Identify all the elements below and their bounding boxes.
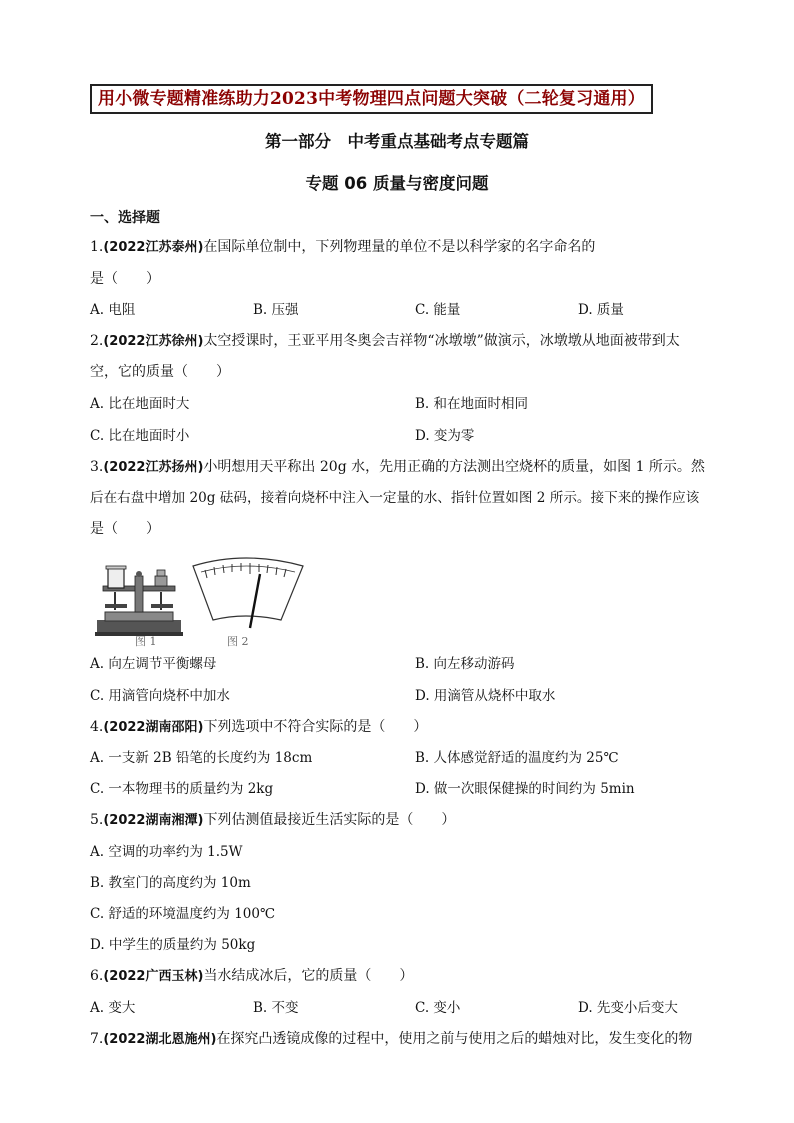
q4-option-a: A. 一支新 2B 铅笔的长度约为 18cm [90, 750, 313, 766]
question-2-cont: 空，它的质量（ ） [90, 364, 230, 380]
q4-option-c: C. 一本物理书的质量约为 2kg [90, 781, 274, 797]
q6-option-a: A. 变大 [90, 1000, 136, 1016]
question-2 [90, 331, 710, 352]
question-text: 太空授课时，王亚平用冬奥会吉祥物“冰墩墩”做演示，冰墩墩从地面被带到太 [203, 333, 680, 349]
question-text: 在探究凸透镜成像的过程中，使用之前与使用之后的蜡烛对比，发生变化的物 [216, 1031, 693, 1047]
q2-option-a: A. 比在地面时大 [90, 396, 190, 412]
q5-option-d: D. 中学生的质量约为 50kg [90, 937, 256, 953]
question-source: (2022江苏泰州) [103, 240, 204, 255]
q6-option-b: B. 不变 [253, 1000, 299, 1016]
question-5 [90, 810, 710, 831]
q2-option-b: B. 和在地面时相同 [415, 396, 529, 412]
part-title: 第一部分 中考重点基础考点专题篇 [265, 132, 529, 151]
question-number: 2. [90, 333, 104, 349]
question-3 [90, 457, 710, 478]
question-text: 下列选项中不符合实际的是（ ） [203, 719, 428, 735]
question-1 [90, 237, 710, 258]
question-source: (2022江苏扬州) [103, 460, 204, 475]
q3-option-b: B. 向左移动游码 [415, 656, 515, 672]
q5-option-b: B. 教室门的高度约为 10m [90, 875, 251, 891]
question-3-cont: 后在右盘中增加 20g 砝码，接着向烧杯中注入一定量的水、指针位置如图 2 所示。接下来的操作应该 [90, 490, 700, 506]
section-title: 一、选择题 [90, 210, 160, 226]
question-number: 3. [90, 459, 104, 475]
q1-option-b: B. 压强 [253, 302, 299, 318]
q5-option-c: C. 舒适的环境温度约为 100℃ [90, 906, 276, 922]
question-number: 1. [90, 239, 104, 255]
question-number: 4. [90, 719, 104, 735]
question-6 [90, 966, 710, 987]
question-text: 当水结成冰后，它的质量（ ） [203, 968, 414, 984]
q2-option-c: C. 比在地面时小 [90, 428, 190, 444]
q3-option-d: D. 用滴管从烧杯中取水 [415, 688, 556, 704]
question-text: 小明想用天平称出 20g 水，先用正确的方法测出空烧杯的质量，如图 1 所示。然 [203, 459, 705, 475]
q4-option-b: B. 人体感觉舒适的温度约为 25℃ [415, 750, 619, 766]
q5-option-a: A. 空调的功率约为 1.5W [90, 844, 243, 860]
question-text: 在国际单位制中，下列物理量的单位不是以科学家的名字命名的 [203, 239, 596, 255]
balance-figure [95, 552, 310, 647]
q1-option-c: C. 能量 [415, 302, 461, 318]
header-banner: 用小微专题精准练助力2023中考物理四点问题大突破（二轮复习通用） [90, 84, 653, 114]
question-number: 6. [90, 968, 104, 984]
figure-2-label: 图 2 [227, 635, 249, 647]
question-4 [90, 717, 710, 738]
q2-option-d: D. 变为零 [415, 428, 475, 444]
question-source: (2022湖北恩施州) [103, 1032, 217, 1047]
question-3-cont-2: 是（ ） [90, 521, 160, 537]
balance-scale-illustration [95, 566, 183, 636]
q4-option-d: D. 做一次眼保健操的时间约为 5min [415, 781, 635, 797]
question-1-cont: 是（ ） [90, 271, 160, 287]
question-source: (2022江苏徐州) [103, 334, 204, 349]
question-text: 下列估测值最接近生活实际的是（ ） [203, 812, 456, 828]
q3-option-c: C. 用滴管向烧杯中加水 [90, 688, 230, 704]
question-source: (2022湖南湘潭) [103, 813, 204, 828]
figure-1-label: 图 1 [135, 635, 157, 647]
pointer-scale-illustration [193, 558, 303, 628]
q1-option-a: A. 电阻 [90, 302, 136, 318]
question-7 [90, 1029, 710, 1050]
topic-title: 专题 06 质量与密度问题 [305, 174, 489, 193]
q1-option-d: D. 质量 [578, 302, 624, 318]
question-source: (2022广西玉林) [103, 969, 204, 984]
q6-option-c: C. 变小 [415, 1000, 461, 1016]
question-number: 7. [90, 1031, 104, 1047]
question-source: (2022湖南邵阳) [103, 720, 204, 735]
q3-option-a: A. 向左调节平衡螺母 [90, 656, 217, 672]
q6-option-d: D. 先变小后变大 [578, 1000, 678, 1016]
question-number: 5. [90, 812, 104, 828]
